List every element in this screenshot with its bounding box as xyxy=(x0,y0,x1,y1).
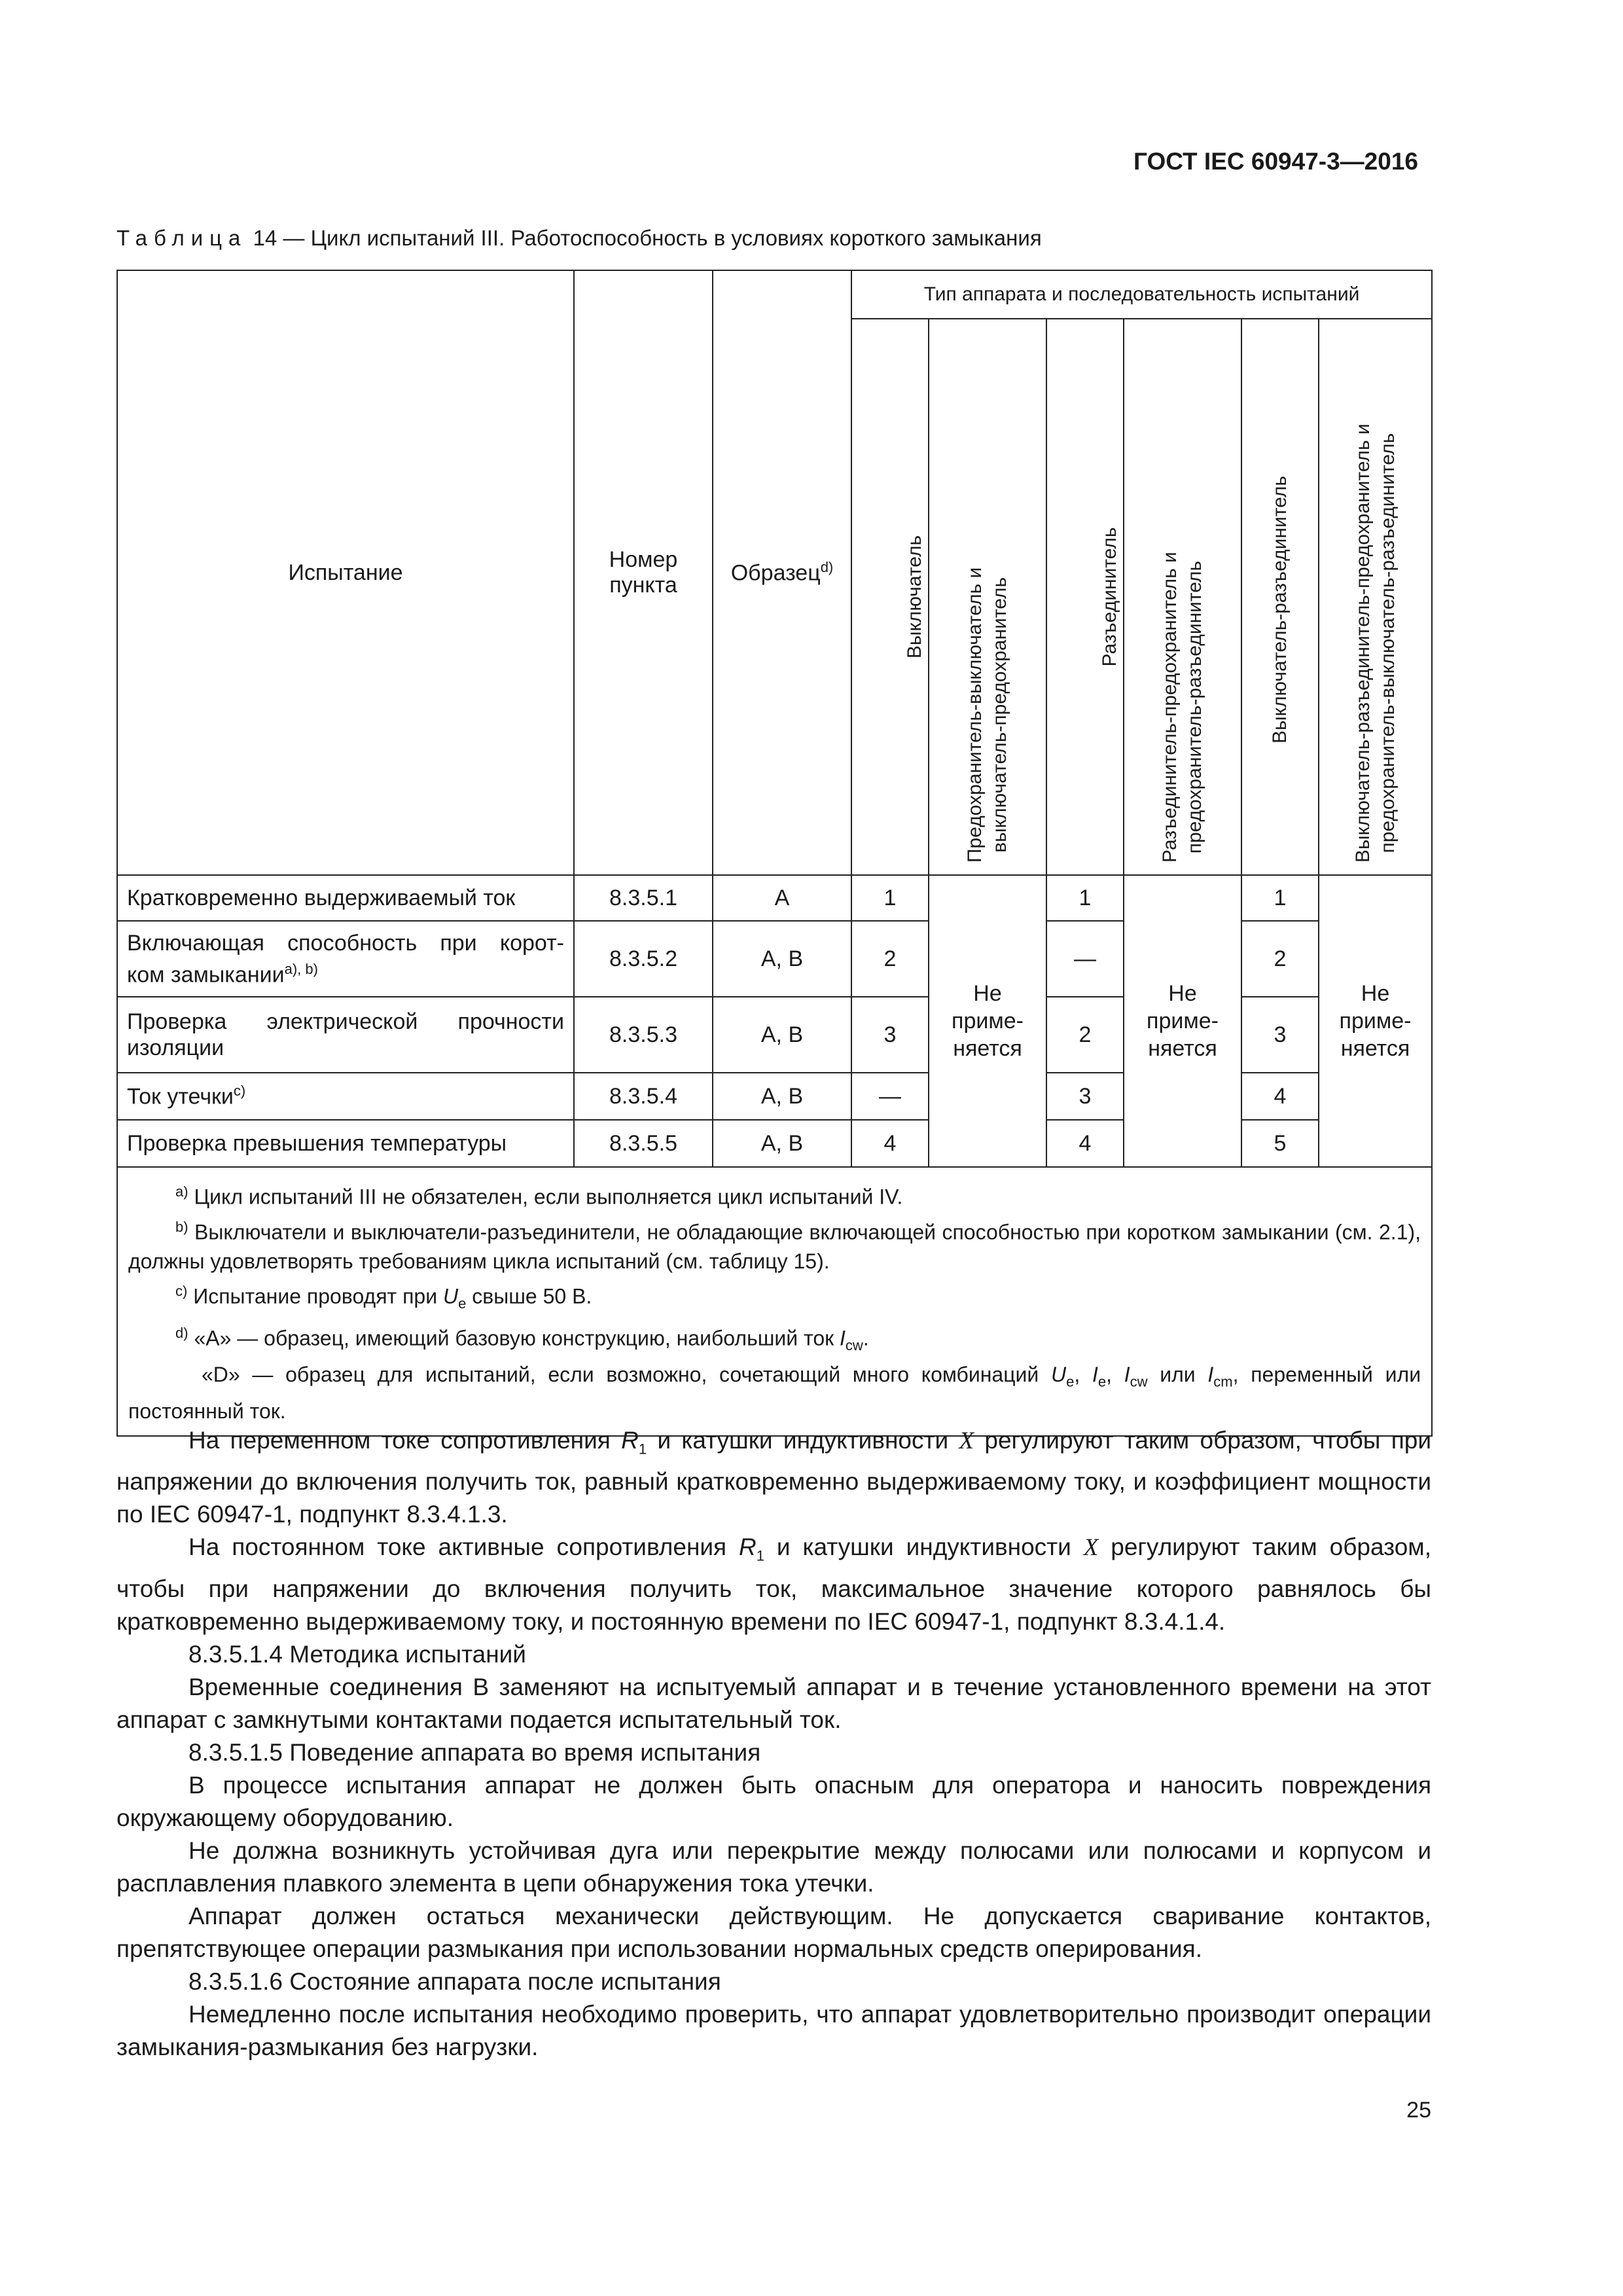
row-seq-switch: 1 xyxy=(851,875,929,921)
device-type-3: Разъединитель-предохранитель и предохранитель-разъединитель xyxy=(1124,319,1241,875)
header-clause: Номер пункта xyxy=(574,270,713,875)
header-device-type: Тип аппарата и последовательность испытаний xyxy=(851,270,1432,319)
row-clause: 8.3.5.5 xyxy=(574,1120,713,1167)
row-seq-disconnector: — xyxy=(1046,921,1124,997)
device-type-4: Выключатель-разъединитель xyxy=(1241,319,1319,875)
footnote-d: $^{d)}$ «A» — образец, имеющий базовую конструкцию, наибольший ток $I_{cw}$. xyxy=(175,1325,869,1354)
row-seq-switch: 3 xyxy=(851,997,929,1073)
row-test: Проверка превышения температуры xyxy=(117,1120,574,1167)
table-caption xyxy=(116,226,1042,251)
footnote-a: $^{a)}$ Цикл испытаний III не обязателен, если выполняется цикл испытаний IV. xyxy=(175,1183,903,1209)
row-clause: 8.3.5.3 xyxy=(574,997,713,1073)
row-test: Ток утечки$^{c)}$ xyxy=(117,1073,574,1120)
paragraph-dc: На постоянном токе активные сопротивления $R_1$ и катушки индуктивности X регулируют таким образом, чтобы при напряжении до включения получить ток, максимальное значение которого равнялось бы кратковременно выдерживаемому току, и постоянную времени по IEC 60947-1, подпункт 8.3.4.1.4. xyxy=(116,1534,1431,1635)
row-seq-switch-disconnector: 3 xyxy=(1241,997,1319,1073)
row-seq-switch-disconnector: 4 xyxy=(1241,1073,1319,1120)
page-number: 25 xyxy=(1406,2098,1431,2123)
not-applicable-cell: Не приме- няется xyxy=(1124,875,1241,1167)
row-test: Включающая способность при корот- ком замыкании$^{a), b)}$ xyxy=(117,921,574,997)
body-text xyxy=(116,1424,1431,2064)
device-type-5: Выключатель-разъединитель-предохранитель и предохранитель-выключатель-разъединитель xyxy=(1319,319,1432,875)
not-applicable-cell: Не приме- няется xyxy=(929,875,1046,1167)
row-sample: A, B xyxy=(713,997,851,1073)
standard-designation: ГОСТ IEC 60947-3—2016 xyxy=(1133,148,1418,175)
test-sequence-table xyxy=(116,270,1433,1437)
paragraph-condition: Немедленно после испытания необходимо проверить, что аппарат удовлетворительно производит операции замыкания-размыкания без нагрузки. xyxy=(116,2000,1431,2060)
table-caption-label: Таблица xyxy=(116,226,247,250)
heading-test-method: 8.3.5.1.4 Методика испытаний xyxy=(188,1640,526,1668)
row-sample: A, B xyxy=(713,921,851,997)
device-type-2: Разъединитель xyxy=(1046,319,1124,875)
footnote-b: $^{b)}$ Выключатели и выключатели-разъединители, не обладающие включающей способностью при коротком замыкании (см. 2.1), должны удовлетворять требованиям цикла испытаний (см. таблицу 15). xyxy=(128,1218,1421,1274)
table-caption-text: 14 — Цикл испытаний III. Работоспособность в условиях короткого замыкания xyxy=(253,226,1042,250)
row-sample: A, B xyxy=(713,1120,851,1167)
device-type-0: Выключатель xyxy=(851,319,929,875)
row-seq-disconnector: 2 xyxy=(1046,997,1124,1073)
row-seq-switch-disconnector: 1 xyxy=(1241,875,1319,921)
device-type-1: Предохранитель-выключатель и выключатель-предохранитель xyxy=(929,319,1046,875)
row-seq-disconnector: 1 xyxy=(1046,875,1124,921)
row-seq-switch-disconnector: 2 xyxy=(1241,921,1319,997)
table-footnotes xyxy=(117,1167,1432,1436)
footnote-d-cont: «D» — образец для испытаний, если возможно, сочетающий много комбинаций $U_e$, $I_e$, $I_{cw}$ или $I_{cm}$, переменный или постоянный ток. xyxy=(128,1363,1421,1423)
heading-condition: 8.3.5.1.6 Состояние аппарата после испытания xyxy=(188,1967,721,1995)
row-test: Проверка электрической прочности изоляции xyxy=(117,997,574,1073)
row-seq-disconnector: 3 xyxy=(1046,1073,1124,1120)
row-test: Кратковременно выдерживаемый ток xyxy=(117,875,574,921)
header-test: Испытание xyxy=(117,270,574,875)
heading-behaviour: 8.3.5.1.5 Поведение аппарата во время испытания xyxy=(188,1738,761,1766)
header-sample: Образец$^{d)}$ xyxy=(713,270,851,875)
row-seq-switch: — xyxy=(851,1073,929,1120)
paragraph-behaviour-1: В процессе испытания аппарат не должен быть опасным для оператора и наносить повреждения окружающему оборудованию. xyxy=(116,1771,1431,1831)
row-clause: 8.3.5.4 xyxy=(574,1073,713,1120)
footnote-c: $^{c)}$ Испытание проводят при $U_e$ свыше 50 В. xyxy=(175,1283,592,1312)
paragraph-ac: На переменном токе сопротивления $R_1$ и катушки индуктивности X регулируют таким образом, чтобы при напряжении до включения получить ток, равный кратковременно выдерживаемому току, и коэффициент мощности по IEC 60947-1, подпункт 8.3.4.1.3. xyxy=(116,1427,1431,1528)
row-clause: 8.3.5.1 xyxy=(574,875,713,921)
table-row xyxy=(117,875,1432,921)
paragraph-test-method: Временные соединения B заменяют на испытуемый аппарат и в течение установленного времени на этот аппарат с замкнутыми контактами подается испытательный ток. xyxy=(116,1673,1431,1733)
row-sample: A, B xyxy=(713,1073,851,1120)
row-seq-disconnector: 4 xyxy=(1046,1120,1124,1167)
row-clause: 8.3.5.2 xyxy=(574,921,713,997)
paragraph-behaviour-3: Аппарат должен остаться механически действующим. Не допускается сваривание контактов, препятствующее операции размыкания при использовании нормальных средств оперирования. xyxy=(116,1902,1431,1962)
row-sample: A xyxy=(713,875,851,921)
row-seq-switch: 4 xyxy=(851,1120,929,1167)
paragraph-behaviour-2: Не должна возникнуть устойчивая дуга или перекрытие между полюсами или полюсами и корпусом и расплавления плавкого элемента в цепи обнаружения тока утечки. xyxy=(116,1837,1431,1897)
row-seq-switch: 2 xyxy=(851,921,929,997)
row-seq-switch-disconnector: 5 xyxy=(1241,1120,1319,1167)
not-applicable-cell: Не приме- няется xyxy=(1319,875,1432,1167)
